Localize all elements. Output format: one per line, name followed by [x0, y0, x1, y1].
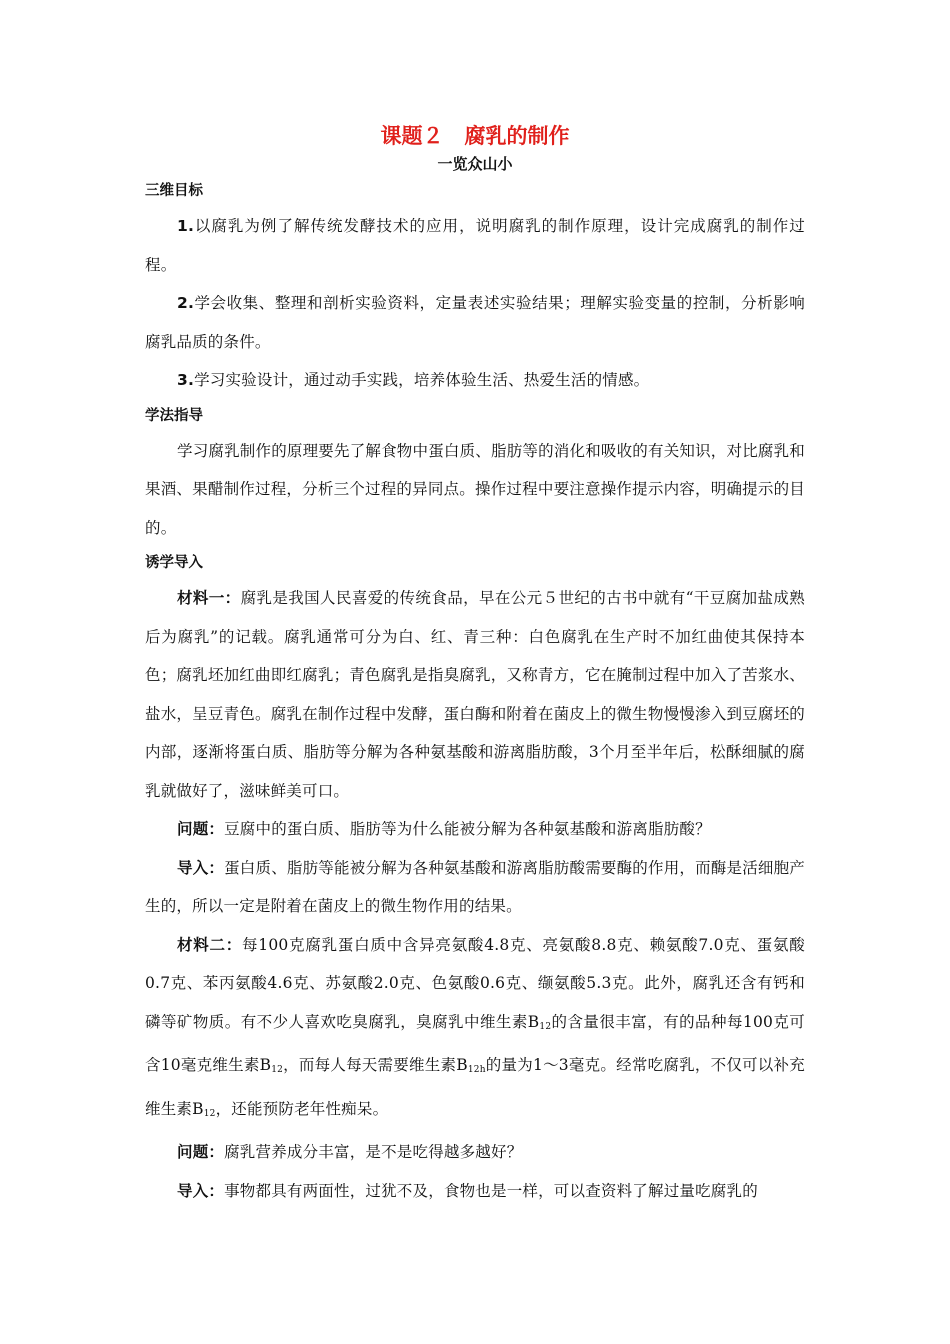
lesson-title: 课题２ 腐乳的制作: [380, 124, 570, 148]
guide-2-label: 导入：: [177, 1181, 225, 1200]
question-2-text: 腐乳营养成分丰富，是不是吃得越多越好？: [224, 1143, 523, 1161]
guide-1-paragraph: [145, 849, 805, 926]
goals-heading: 三维目标: [145, 183, 203, 199]
material-2-label: 材料二：: [177, 935, 243, 954]
guide-2-text: 事物都具有两面性，过犹不及，食物也是一样，可以查资料了解过量吃腐乳的: [224, 1181, 758, 1200]
material-1-label: 材料一：: [177, 589, 241, 607]
material-2-text-a: 每100克腐乳蛋白质中含异亮氨酸4.8克、亮氨酸8.8克、赖氨酸7.0克、蛋氨酸0.7克、苯丙氨酸4.6克、苏氨酸2.0克、色氨酸0.6克、缬氨酸5.3克。此外，腐乳还含有钙和磷等矿物质。有不少人喜欢吃臭腐乳，臭腐乳中维生素B: [145, 935, 805, 1031]
guide-1-text: 蛋白质、脂肪等能被分解为各种氨基酸和游离脂肪酸需要酶的作用，而酶是活细胞产生的，所以一定是附着在菌皮上的微生物作用的结果。: [145, 858, 806, 915]
subscript-b: 12: [271, 1065, 284, 1075]
material-2-paragraph: [145, 926, 805, 1134]
method-heading: 学法指导: [145, 407, 203, 424]
subscript-a: 12: [539, 1021, 552, 1032]
goal-item-3-text: 学习实验设计，通过动手实践，培养体验生活、热爱生活的情感。: [194, 371, 650, 389]
material-2-text-b: 的含量很丰富，有的品种每100克可含10毫克维生素B: [145, 1012, 805, 1074]
material-1-text: 腐乳是我国人民喜爱的传统食品，早在公元５世纪的古书中就有“干豆腐加盐成熟后为腐乳”的记载。腐乳通常可分为白、红、青三种：白色腐乳在生产时不加红曲使其保持本色；腐乳坯加红曲即红腐乳；青色腐乳是指臭腐乳，又称青方，它在腌制过程中加入了苦浆水、盐水，呈豆青色。腐乳在制作过程中发酵，蛋白酶和附着在菌皮上的微生物慢慢渗入到豆腐坯的内部，逐渐将蛋白质、脂肪等分解为各种氨基酸和游离脂肪酸，3个月至半年后，松酥细腻的腐乳就做好了，滋味鲜美可口。: [145, 589, 805, 800]
goal-item-2: [145, 284, 805, 361]
goal-item-3-number: 3.: [177, 371, 195, 389]
subscript-d: 12: [203, 1108, 216, 1119]
question-1-text: 豆腐中的蛋白质、脂肪等为什么能被分解为各种氨基酸和游离脂肪酸？: [224, 820, 711, 838]
intro-heading: 诱学导入: [145, 555, 203, 571]
goal-item-1: [145, 207, 805, 284]
method-paragraph: 学习腐乳制作的原理要先了解食物中蛋白质、脂肪等的消化和吸收的有关知识，对比腐乳和果酒、果醋制作过程，分析三个过程的异同点。操作过程中要注意操作提示内容，明确提示的目的。: [145, 441, 806, 537]
goal-item-1-text: 以腐乳为例了解传统发酵技术的应用，说明腐乳的制作原理，设计完成腐乳的制作过程。: [145, 217, 805, 274]
goal-item-1-number: 1.: [177, 217, 195, 235]
question-1-paragraph: [145, 810, 805, 849]
goal-item-2-text: 学会收集、整理和剖析实验资料，定量表述实验结果；理解实验变量的控制，分析影响腐乳品质的条件。: [145, 294, 805, 351]
subscript-c: 12h: [467, 1065, 486, 1075]
material-2-text-e: ，还能预防老年性痴呆。: [215, 1099, 389, 1118]
goal-item-2-number: 2.: [177, 294, 195, 312]
question-1-label: 问题：: [177, 820, 225, 838]
material-1-paragraph: [145, 579, 805, 810]
question-2-label: 问题：: [177, 1143, 225, 1161]
section-subtitle: 一览众山小: [437, 155, 513, 173]
guide-1-label: 导入：: [177, 858, 225, 877]
guide-2-paragraph: [145, 1172, 805, 1211]
document-body: [145, 175, 805, 1210]
goal-item-3: [145, 361, 805, 400]
material-2-text-c: ，而每人每天需要维生素B: [283, 1056, 468, 1074]
material-2-text-d: 的量为1～3毫克。经常吃腐乳，不仅可以补充维生素B: [145, 1056, 805, 1118]
question-2-paragraph: [145, 1133, 805, 1172]
